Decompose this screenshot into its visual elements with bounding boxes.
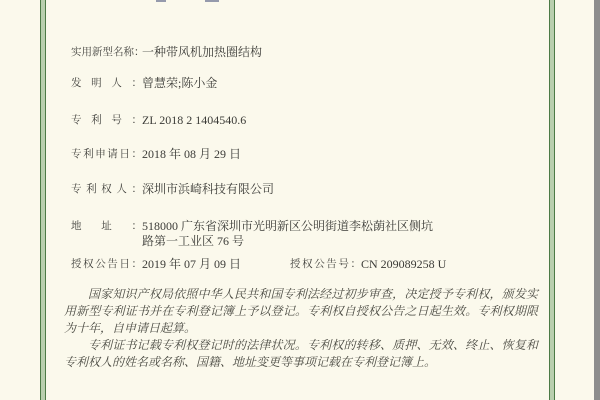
- field-label: 专利号：: [71, 115, 142, 126]
- legal-paragraph-register: 专利证书记载专利权登记时的法律状况。专利权的转移、质押、无效、终止、恢复和专利权人的姓名或名称、国籍、地址变更等事项记载在专利登记簿上。: [64, 338, 538, 369]
- filing-date-value: 2018 年 08 月 29 日: [142, 147, 242, 161]
- field-row-filing-date: [71, 147, 241, 162]
- scan-artifact: [156, 0, 166, 2]
- grant-number-value: CN 209089258 U: [361, 257, 447, 271]
- field-label: 实用新型名称：: [71, 47, 145, 58]
- patent-number-value: ZL 2018 2 1404540.6: [142, 113, 247, 127]
- legal-paragraph-grant: 国家知识产权局依照中华人民共和国专利法经过初步审查，决定授予专利权，颁发实用新型专利证书并在专利登记簿上予以登记。专利权自授权公告之日起生效。专利权期限为十年，自申请日起算。: [64, 287, 538, 335]
- scan-artifact: [205, 0, 219, 2]
- field-row-patent-name: [71, 45, 262, 60]
- grant-date-value: 2019 年 07 月 09 日: [142, 257, 242, 271]
- patentee-value: 深圳市浜崎科技有限公司: [142, 182, 275, 196]
- field-row-address: [71, 219, 442, 249]
- field-row-patent-number: [71, 113, 246, 128]
- scan-edge-strip: [594, 0, 600, 400]
- field-row-patentee: [71, 182, 274, 197]
- legal-text-block: [64, 286, 538, 371]
- patent-title: 一种带风机加热圈结构: [142, 45, 263, 59]
- inventors-value: 曾慧荣;陈小金: [142, 76, 218, 90]
- field-label: 地址：: [71, 221, 142, 232]
- left-border-rule: [40, 0, 46, 400]
- field-label: 专利权人：: [71, 184, 142, 195]
- field-label: 授权公告日：: [71, 259, 142, 270]
- grant-number-pair: [290, 257, 446, 272]
- field-row-grant: [71, 257, 541, 272]
- address-value: 518000 广东省深圳市光明新区公明街道李松蓢社区侧坑路第一工业区 76 号: [142, 219, 434, 248]
- right-border-rule: [549, 0, 555, 400]
- field-label: 专利申请日：: [71, 149, 142, 160]
- field-row-inventors: [71, 76, 217, 91]
- field-label: 授权公告号：: [290, 259, 361, 270]
- field-label: 发明人：: [71, 78, 142, 89]
